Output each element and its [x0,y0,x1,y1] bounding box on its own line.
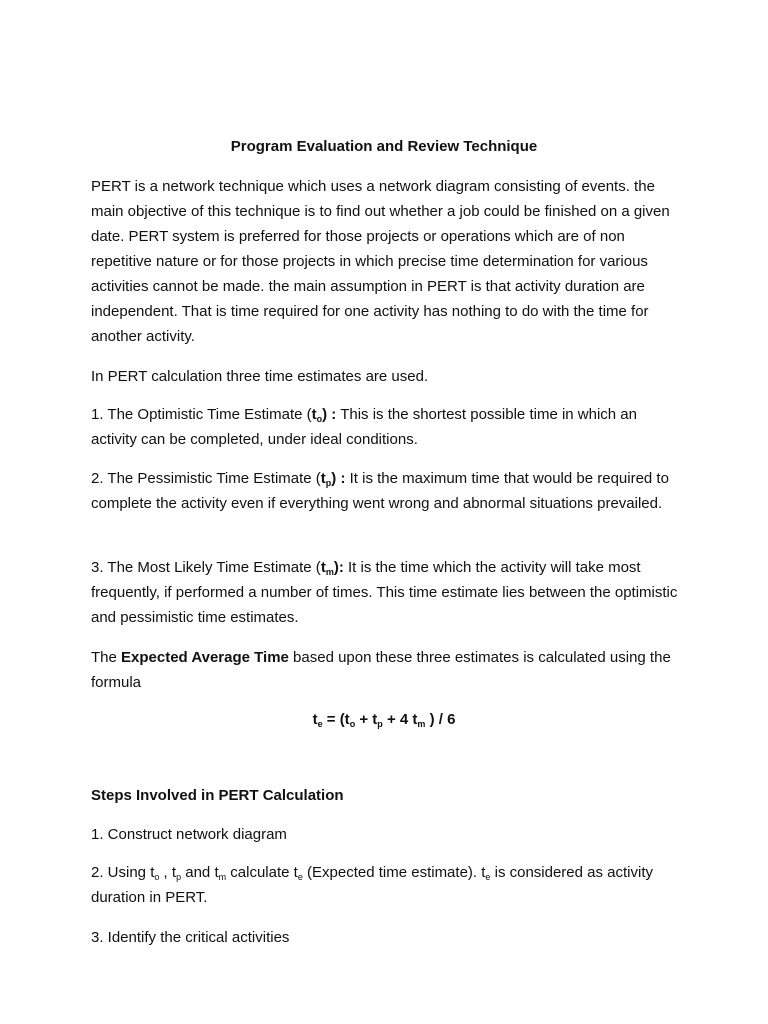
item-symbol: $t_m$ [320,559,334,577]
estimate-item-most-likely [91,555,681,630]
item-symbol: $t_o$ [311,406,323,424]
step-1: 1. Construct network diagram [91,826,287,843]
expected-time-paragraph: The Expected Average Time based upon these three estimates is calculated using the formula [91,649,671,691]
pert-formula: $t_e = (t_o + t_p + 4$ $t_m$ ) / 6 [312,711,456,729]
item-text: It is the time which the activity will take most frequently, if performed a number of times. This time estimate lies between the optimistic and pessimistic time estimates. [91,559,678,626]
item-symbol: $t_p$ [320,470,332,488]
steps-heading: Steps Involved in PERT Calculation [91,787,344,804]
item-text: This is the shortest possible time in which an activity can be completed, under ideal conditions. [91,406,637,448]
item-label: 1. The Optimistic Time Estimate ( [91,406,312,423]
step-2: 2. Using $t_o$ , $t_p$ and $t_m$ calculate $t_e$ (Expected time estimate). $t_e$ is considered as activity duration in PERT. [91,864,654,906]
expected-time-term: Expected Average Time [121,649,289,666]
item-close: ): [333,559,344,576]
step-3: 3. Identify the critical activities [91,929,290,946]
item-label: 2. The Pessimistic Time Estimate ( [91,470,321,487]
item-close: ) : [331,470,346,487]
estimates-intro: In PERT calculation three time estimates are used. [91,368,429,385]
item-label: 3. The Most Likely Time Estimate ( [91,559,321,576]
item-close: ) : [322,406,337,423]
document-title: Program Evaluation and Review Technique [230,138,538,155]
item-text: It is the maximum time that would be required to complete the activity even if everything went wrong and abnormal situations prevailed. [91,470,669,512]
estimate-item-pessimistic [91,466,681,516]
intro-paragraph: PERT is a network technique which uses a network diagram consisting of events. the main objective of this technique is to find out whether a job could be finished on a given date. PERT system is preferred for those projects or operations which are of non repetitive nature or for those projects in which precise time determination for various activities cannot be made. the main assumption in PERT is that activity duration are independent. That is time required for one activity has nothing to do with the time for another activity. [91,178,670,345]
estimate-item-optimistic [91,402,681,452]
